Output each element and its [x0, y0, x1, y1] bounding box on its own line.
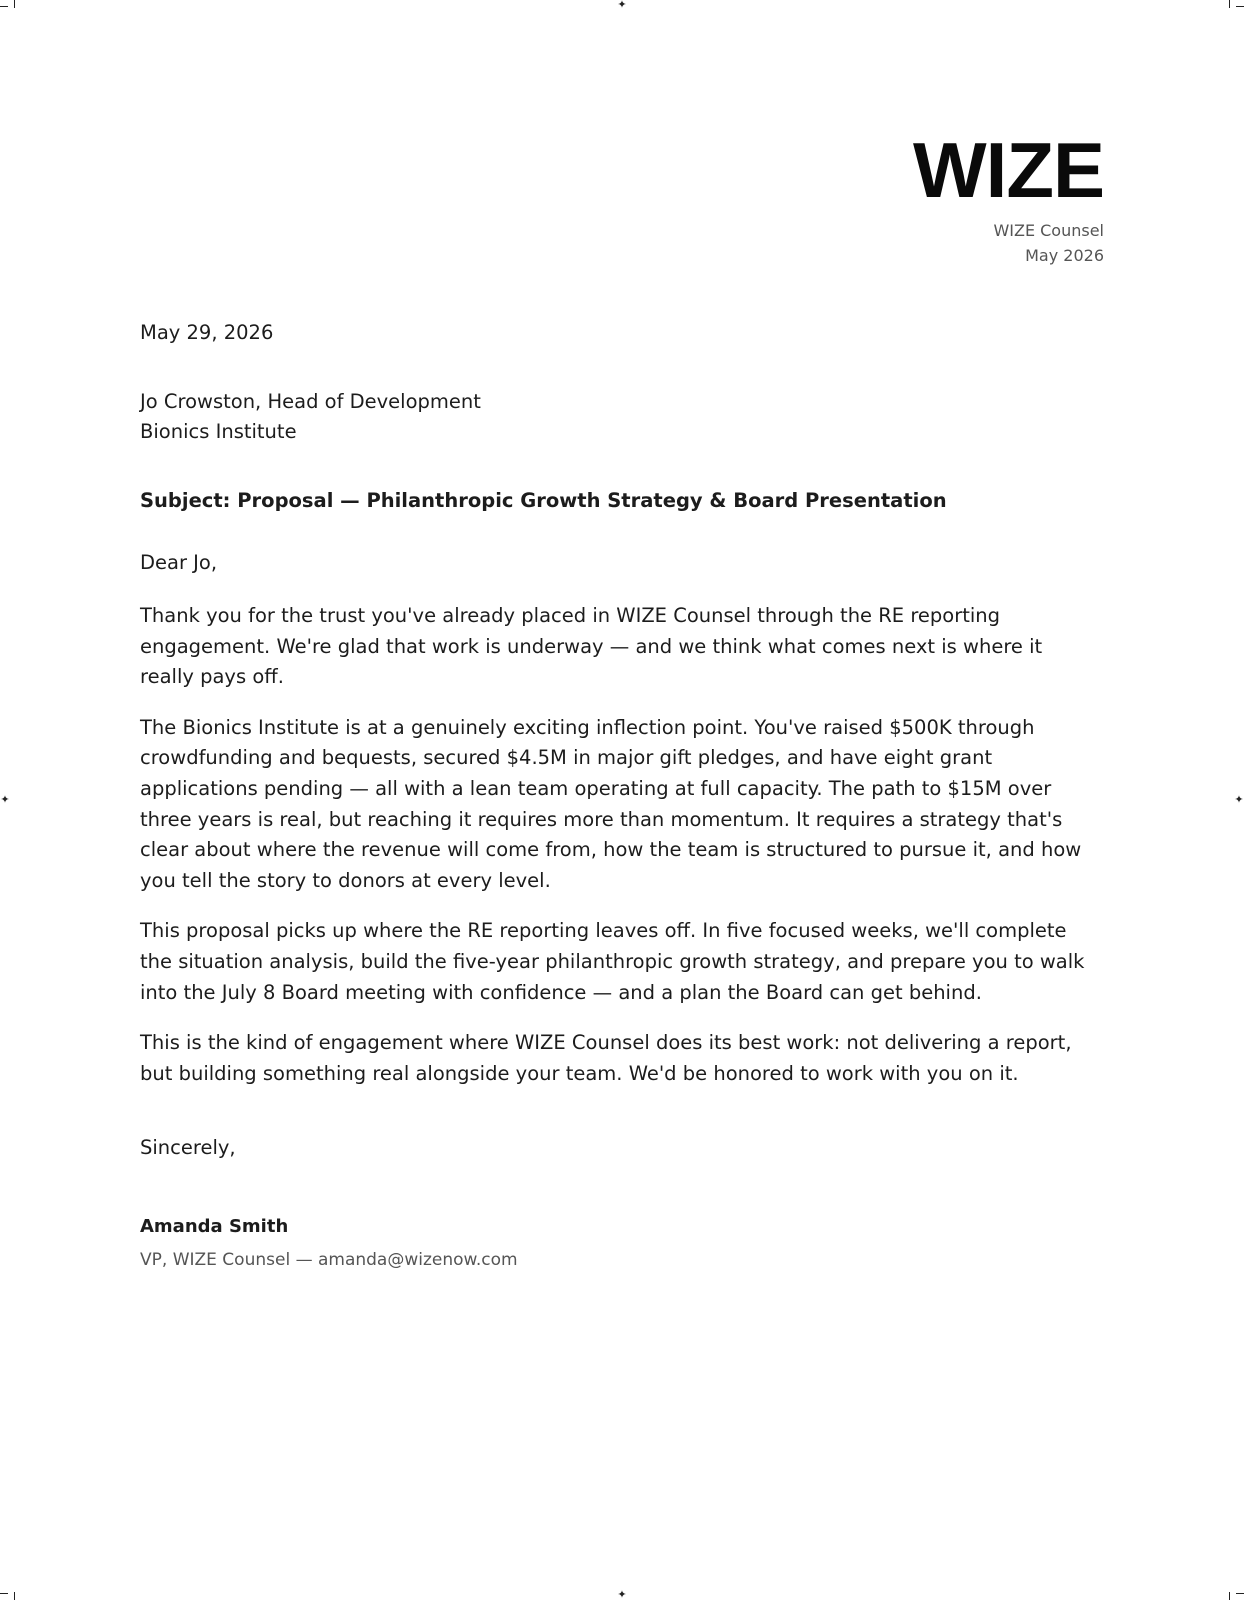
crop-mark-bottom-right-h [1236, 1593, 1244, 1594]
crop-mark-top-left-h [0, 6, 8, 7]
letter-body [140, 318, 1100, 1272]
salutation: Dear Jo, [140, 551, 218, 575]
signature-title: VP, WIZE Counsel — amanda@wizenow.com [140, 1249, 518, 1270]
paragraph-2: The Bionics Institute is at a genuinely exciting inflection point. You've raised $500K through crowdfunding and bequests, secured $4.5M in major gift pledges, and have eight grant applications pending — all with a lean team operating at full capacity. The path to $15M over three years is real, but reaching it requires more than momentum. It requires a strategy that's clear about where the revenue will come from, how the team is structured to pursue it, and how you tell the story to donors at every level. [140, 715, 1082, 892]
crop-mark-bottom-left-h [0, 1593, 8, 1594]
wize-logo: WIZE [913, 126, 1104, 214]
letter-date: May 29, 2026 [140, 321, 274, 344]
recipient-name: Jo Crowston, Head of Development [140, 389, 481, 413]
crop-mark-top-left-v [14, 0, 15, 8]
closing: Sincerely, [140, 1136, 236, 1160]
crop-mark-top-right-v [1229, 0, 1230, 8]
recipient-block [140, 387, 1100, 448]
paragraph-1: Thank you for the trust you've already placed in WIZE Counsel through the RE reporting engagement. We're glad that work is underway — and we think what comes next is where it really pays off. [140, 603, 1043, 689]
recipient-org: Bionics Institute [140, 420, 297, 444]
letterhead [913, 128, 1104, 268]
registration-mark-right-icon: ✦ [1234, 793, 1244, 806]
letterhead-date: May 2026 [1025, 246, 1104, 265]
letterhead-meta [913, 218, 1104, 268]
crop-mark-bottom-left-v [14, 1592, 15, 1600]
paragraph-4: This is the kind of engagement where WIZE Counsel does its best work: not delivering a report, but building something real alongside your team. We'd be honored to work with you on it. [140, 1031, 1072, 1085]
crop-mark-top-right-h [1236, 6, 1244, 7]
registration-mark-bottom-icon: ✦ [617, 1588, 627, 1600]
registration-mark-top-icon: ✦ [617, 0, 627, 11]
letterhead-org: WIZE Counsel [993, 221, 1104, 240]
crop-mark-bottom-right-v [1229, 1592, 1230, 1600]
registration-mark-left-icon: ✦ [0, 793, 10, 806]
paragraph-3: This proposal picks up where the RE reporting leaves off. In five focused weeks, we'll complete the situation analysis, build the five-year philanthropic growth strategy, and prepare you to walk into the July 8 Board meeting with confidence — and a plan the Board can get behind. [140, 919, 1085, 1004]
signature-name: Amanda Smith [140, 1215, 289, 1237]
letter-subject: Subject: Proposal — Philanthropic Growth Strategy & Board Presentation [140, 488, 947, 512]
